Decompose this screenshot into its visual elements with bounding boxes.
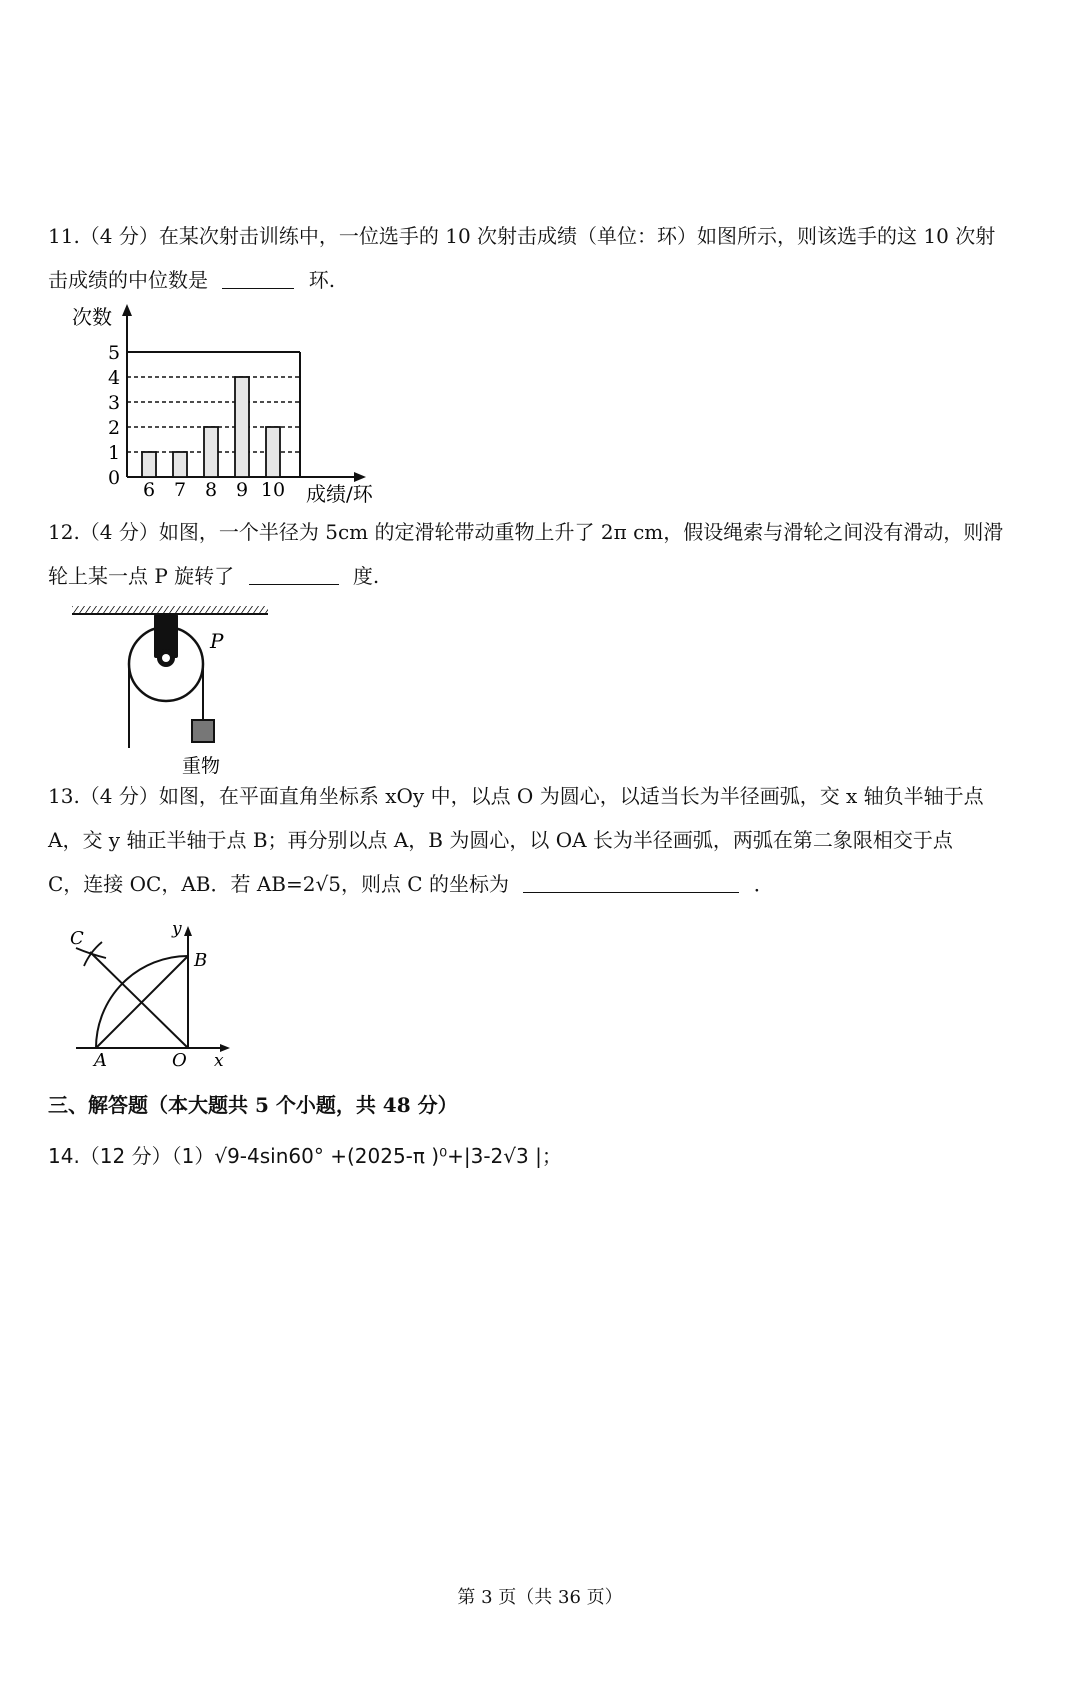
q13-line2: A，交 y 轴正半轴于点 B；再分别以点 A，B 为圆心，以 OA 长为半径画弧，两弧在第二象限相交于点 (48, 828, 953, 852)
bar (266, 427, 280, 477)
bar (204, 427, 218, 477)
answer-blank (249, 564, 339, 585)
q13-line3-pre: C，连接 OC，AB．若 AB=2√5，则点 C 的坐标为 (48, 872, 509, 896)
answer-blank (222, 268, 294, 289)
y-axis-label: 次数 (72, 305, 112, 329)
y-tick-label: 5 (108, 342, 121, 364)
y-tick-label: 3 (108, 392, 121, 414)
bar (235, 377, 249, 477)
x-tick-label: 10 (260, 479, 286, 501)
label-a: A (94, 1050, 107, 1070)
bar (142, 452, 156, 477)
x-axis-label: 成绩/环 (306, 482, 373, 506)
q14-expression: 14.（12 分）（1）√9-4sin60° +(2025-π )⁰+|3-2√3 |； (48, 1144, 562, 1168)
y-tick-label: 2 (108, 417, 121, 439)
q11-line2-pre: 击成绩的中位数是 (48, 268, 208, 292)
pulley-diagram (66, 606, 286, 786)
arc-mark-2 (76, 948, 106, 958)
q11-line2 (48, 266, 335, 294)
y-axis-arrow (122, 304, 132, 316)
y-tick-label: 1 (108, 442, 121, 464)
y-axis-arrow (184, 926, 192, 936)
axle-hole (162, 654, 170, 662)
q11-line2-post: 环. (308, 268, 336, 292)
weight-block (192, 720, 214, 742)
answer-blank (523, 872, 739, 893)
coordinate-diagram (64, 920, 244, 1070)
label-b: B (194, 950, 208, 971)
x-tick-label: 9 (235, 479, 249, 501)
bar-chart (60, 300, 400, 520)
q14-line1 (48, 1142, 562, 1170)
ceiling-hatch (72, 606, 268, 613)
q12-line2 (48, 562, 379, 590)
q13-line3-post: ． (753, 872, 774, 896)
y-tick-label: 4 (108, 367, 121, 389)
point-p-label: P (210, 629, 224, 653)
label-x: x (214, 1051, 224, 1070)
label-y: y (172, 920, 182, 939)
q12-line1: 12.（4 分）如图，一个半径为 5cm 的定滑轮带动重物上升了 2π cm，假设绳索与滑轮之间没有滑动，则滑 (48, 520, 1004, 544)
q13-line3 (48, 870, 774, 898)
label-o: O (172, 1050, 187, 1070)
label-c: C (70, 928, 84, 949)
q12-line2-post: 度. (352, 564, 380, 588)
y-tick-label: 0 (108, 467, 121, 489)
x-tick-label: 7 (173, 479, 187, 501)
section-heading: 三、解答题（本大题共 5 个小题，共 48 分） (48, 1093, 458, 1117)
q12-line2-pre: 轮上某一点 P 旋转了 (48, 564, 235, 588)
x-tick-labels (143, 479, 285, 501)
q11-line1: 11.（4 分）在某次射击训练中，一位选手的 10 次射击成绩（单位：环）如图所示，则该选手的这 10 次射 (48, 224, 996, 248)
page-footer: 第 3 页（共 36 页） (457, 1587, 623, 1608)
x-tick-label: 6 (142, 479, 156, 501)
x-axis-arrow (354, 472, 366, 482)
segment-oc (90, 952, 188, 1048)
q13-line1: 13.（4 分）如图，在平面直角坐标系 xOy 中，以点 O 为圆心，以适当长为半径画弧，交 x 轴负半轴于点 (48, 784, 984, 808)
y-tick-labels (108, 342, 120, 489)
bar (173, 452, 187, 477)
weight-label: 重物 (182, 755, 221, 777)
x-tick-label: 8 (204, 479, 218, 501)
